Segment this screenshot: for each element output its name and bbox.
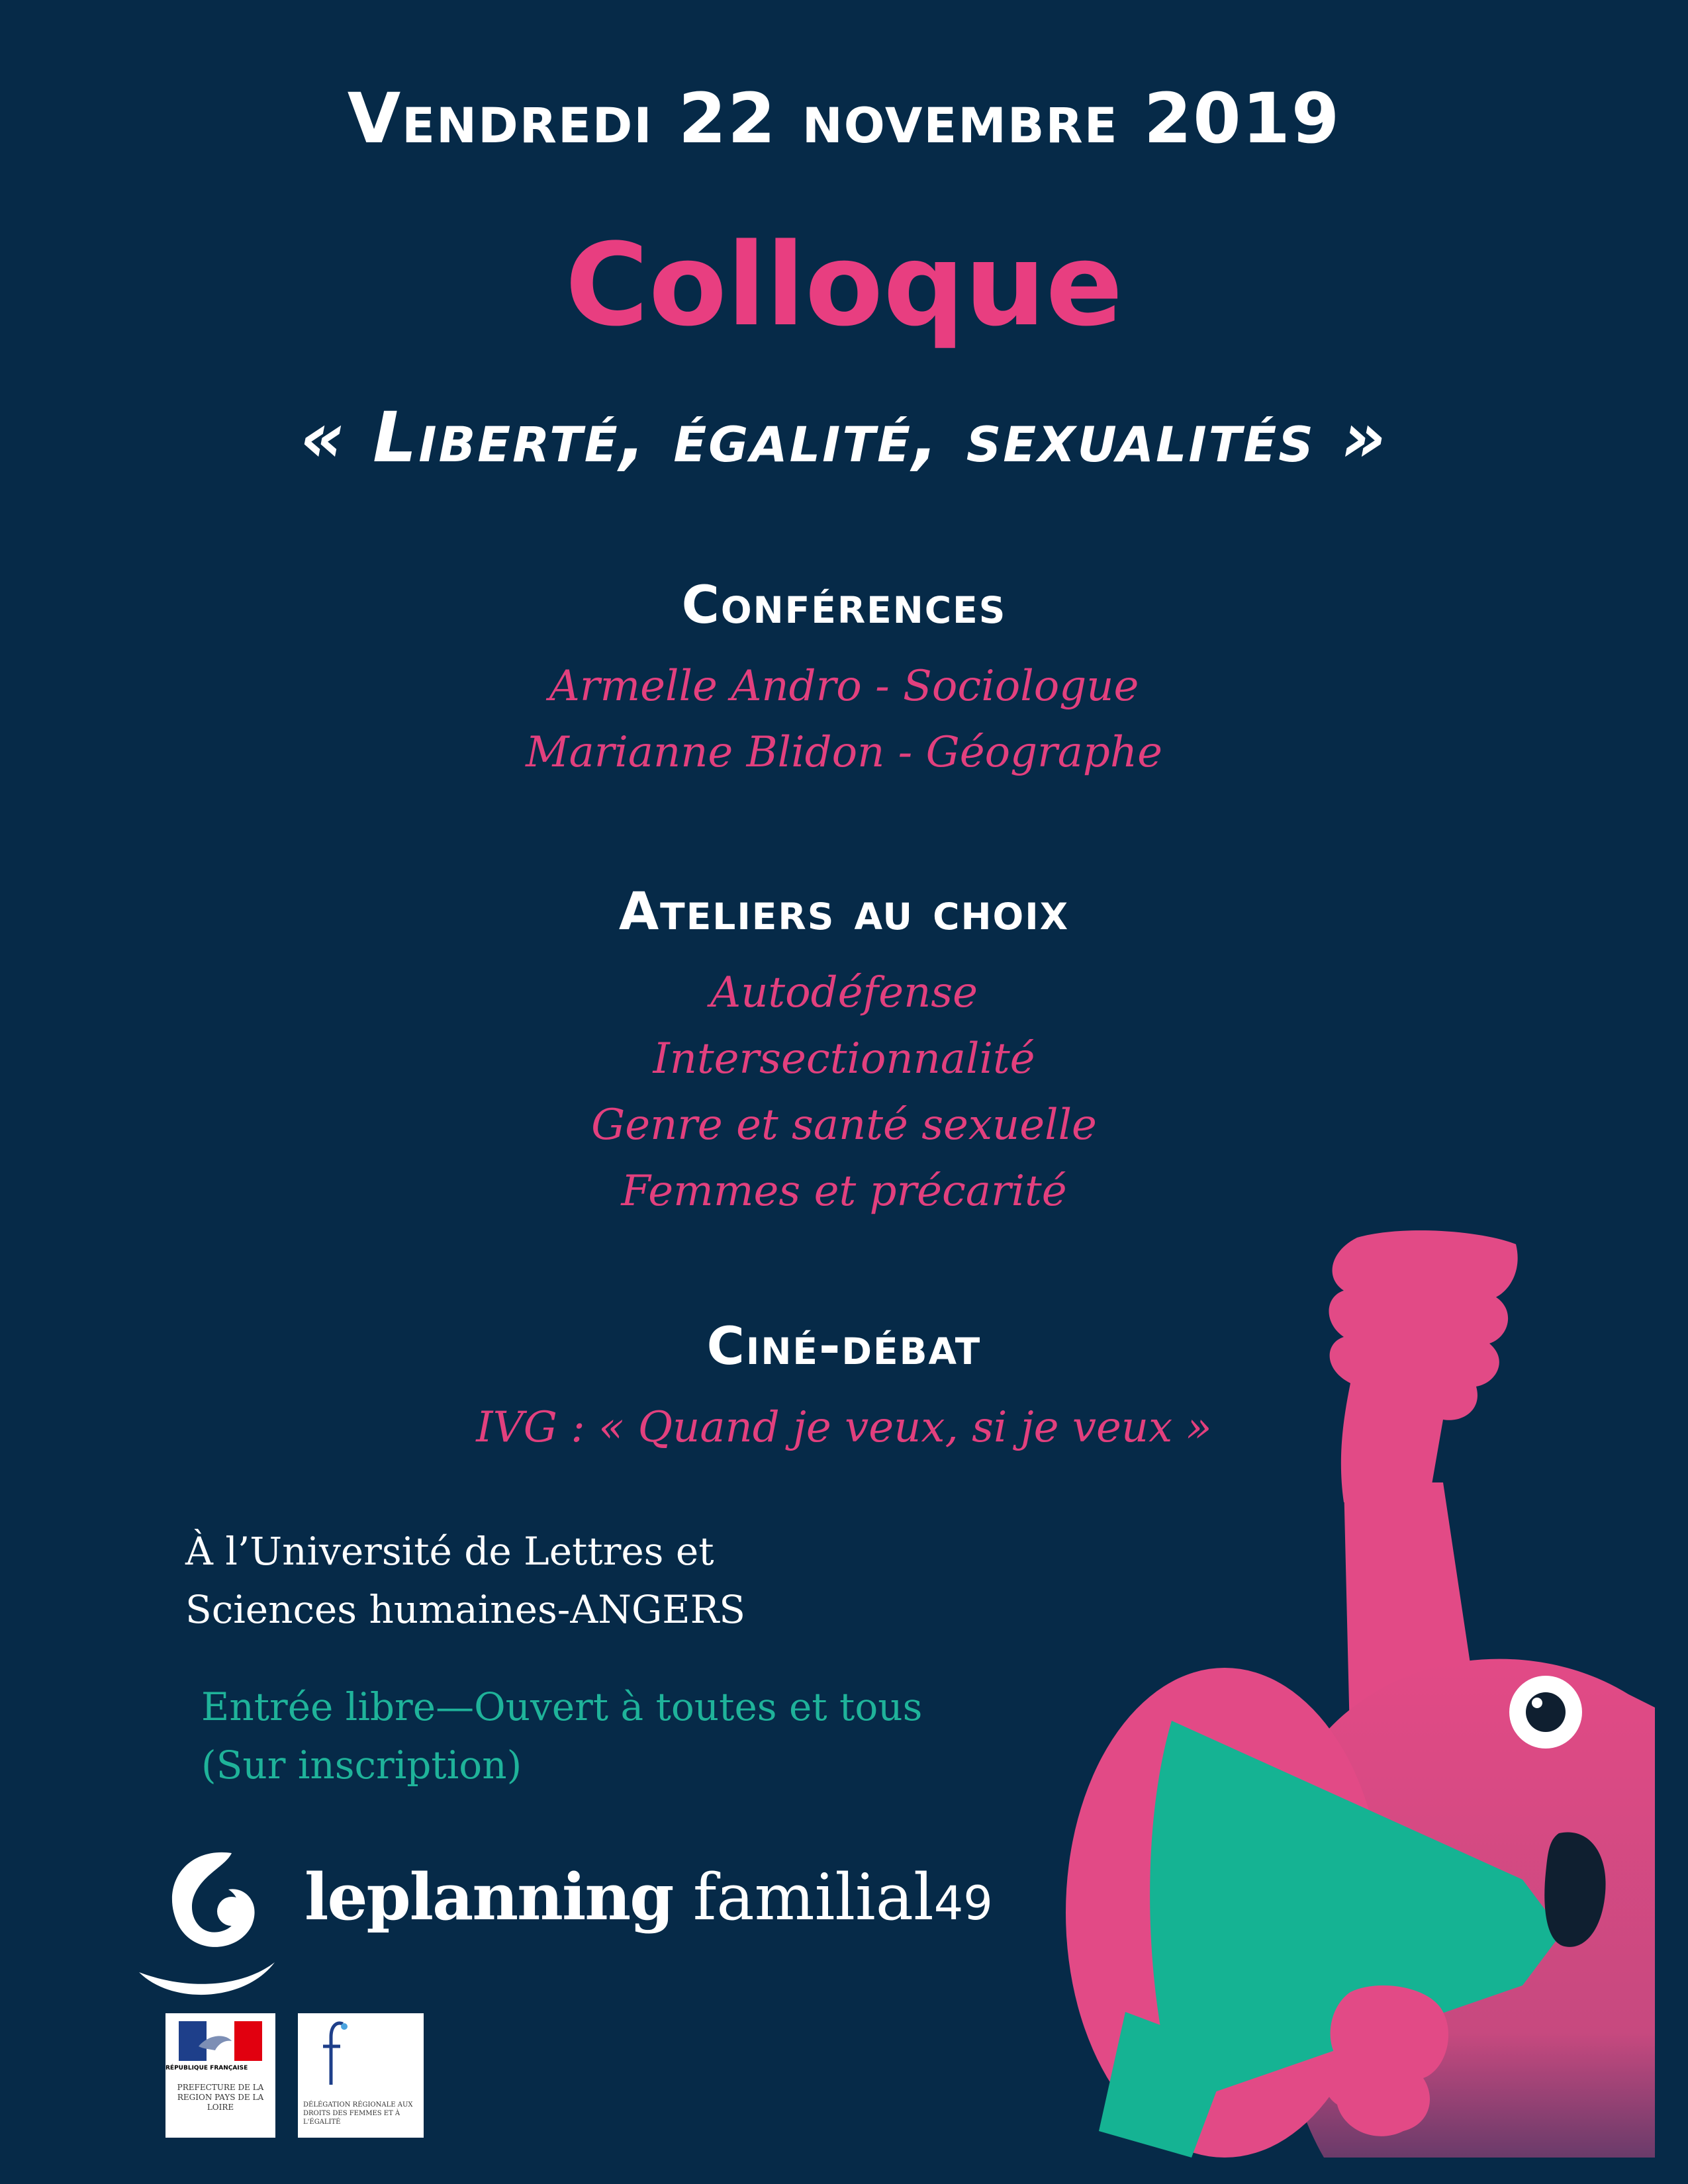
drdfe-logo: [298, 2013, 424, 2138]
venue-text: [185, 1522, 745, 1639]
raised-fist-icon: [1329, 1230, 1518, 1502]
conference-speaker: Armelle Andro - Sociologue: [549, 662, 1139, 711]
prefecture-caption: PREFECTURE DE LA REGION PAYS DE LA LOIRE: [177, 2083, 264, 2112]
ateliers-heading: Ateliers au choix: [618, 882, 1070, 942]
prefecture-rf-text: RÉPUBLIQUE FRANÇAISE: [165, 2065, 248, 2071]
planning-familial-logo: [132, 1833, 1059, 1999]
drdfe-caption: DÉLÉGATION RÉGIONALE AUX DROITS DES FEMMES ET À L'ÉGALITÉ: [303, 2101, 413, 2126]
planning-familial-wordmark: [305, 1860, 993, 1934]
cine-debat-heading: Ciné-débat: [706, 1317, 982, 1377]
logo-word: familial: [692, 1860, 934, 1934]
marianne-flag-icon: [179, 2021, 262, 2061]
event-date: Vendredi 22 novembre 2019: [347, 78, 1341, 159]
atelier-item: Femmes et précarité: [621, 1167, 1067, 1216]
conference-speaker: Marianne Blidon - Géographe: [526, 728, 1162, 777]
event-theme: « Liberté, égalité, sexualités »: [300, 397, 1388, 478]
planning-familial-swirl-icon: [132, 1833, 291, 1999]
atelier-item: Intersectionnalité: [653, 1034, 1035, 1083]
drdfe-f-icon: [311, 2019, 357, 2091]
logo-word: le: [305, 1860, 367, 1934]
megaphone-protest-illustration: [1059, 1218, 1655, 2158]
venue-line: Sciences humaines-ANGERS: [185, 1587, 746, 1632]
event-type-title: Colloque: [565, 218, 1123, 351]
prefecture-logo: [165, 2013, 275, 2138]
entry-line: Entrée libre—Ouvert à toutes et tous: [201, 1684, 923, 1729]
atelier-item: Genre et santé sexuelle: [591, 1101, 1097, 1150]
cine-debat-film: IVG : « Quand je veux, si je veux »: [476, 1403, 1212, 1452]
logo-word: planning: [366, 1860, 673, 1934]
entry-info: [201, 1678, 922, 1794]
conferences-heading: Conférences: [681, 576, 1007, 635]
atelier-item: Autodéfense: [710, 968, 978, 1017]
entry-line: (Sur inscription): [201, 1743, 522, 1788]
logo-number: 49: [933, 1876, 993, 1931]
venue-line: À l’Université de Lettres et: [185, 1529, 714, 1574]
